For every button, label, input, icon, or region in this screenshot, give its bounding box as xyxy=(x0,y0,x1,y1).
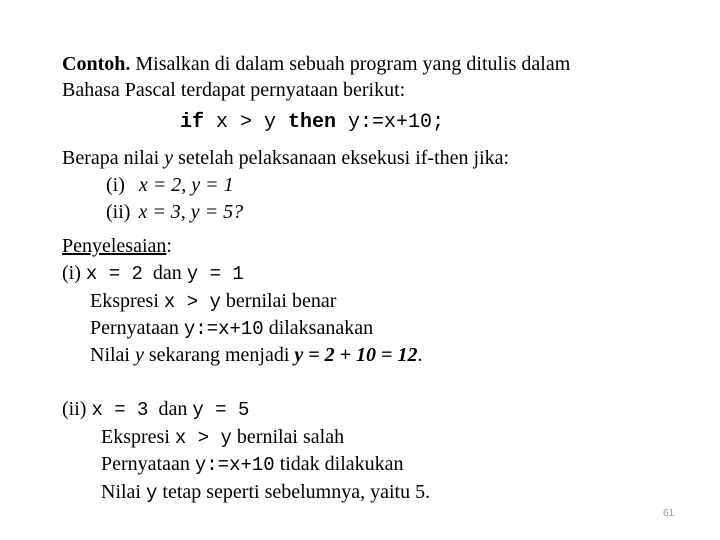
solution-case-2-y: y = 5 xyxy=(192,399,250,421)
value-prefix: Nilai xyxy=(90,344,135,366)
solution-case-1-header xyxy=(62,261,244,286)
keyword-then: then xyxy=(288,111,337,134)
solution-case-2-header xyxy=(62,397,249,422)
value-end: . xyxy=(417,344,423,366)
statement-result: dilaksanakan xyxy=(263,317,374,339)
expression-prefix: Ekspresi xyxy=(90,290,164,312)
solution-case-2-statement xyxy=(101,452,404,477)
solution-case-1-statement xyxy=(90,316,373,341)
solution-case-2-number: (ii) xyxy=(62,398,87,420)
question-pre: Berapa nilai xyxy=(62,147,165,169)
value-prefix: Nilai xyxy=(101,481,146,503)
case-1-values: x = 2, y = 1 xyxy=(138,174,234,196)
statement-prefix: Pernyataan xyxy=(90,317,184,339)
question-var-y: y xyxy=(164,147,174,169)
question-line xyxy=(62,146,509,170)
statement-code: y:=x+10 xyxy=(183,318,264,340)
case-2-values: x = 3, y = 5? xyxy=(138,201,244,223)
solution-case-2-x: x = 3 xyxy=(91,399,149,421)
code-statement xyxy=(180,111,444,135)
intro-line-1 xyxy=(62,52,570,76)
solution-case-1-dan: dan xyxy=(152,262,182,284)
solution-case-2-value xyxy=(101,480,430,505)
value-middle: sekarang menjadi xyxy=(143,344,295,366)
page-number: 61 xyxy=(663,508,675,519)
solution-case-2-expression xyxy=(101,425,344,450)
expression-result: bernilai benar xyxy=(220,290,337,312)
value-var-y: y xyxy=(135,344,144,366)
question-case-2 xyxy=(106,200,243,224)
value-result: tetap seperti sebelumnya, yaitu 5. xyxy=(157,481,431,503)
statement-code: y:=x+10 xyxy=(194,454,275,476)
solution-case-2-dan: dan xyxy=(158,398,188,420)
expression-code: x > y xyxy=(163,291,221,313)
solution-case-1-expression xyxy=(90,289,336,314)
statement-prefix: Pernyataan xyxy=(101,453,195,475)
solution-heading xyxy=(62,234,172,258)
expression-code: x > y xyxy=(174,427,232,449)
solution-case-1-number: (i) xyxy=(62,262,81,284)
solution-title: Penyelesaian xyxy=(62,235,167,257)
value-equation: y = 2 + 10 = 12 xyxy=(294,344,418,366)
question-case-1 xyxy=(106,173,234,197)
intro-text-1: Misalkan di dalam sebuah program yang ditulis dalam xyxy=(130,53,571,75)
case-1-number: (i) xyxy=(106,174,125,196)
statement-result: tidak dilakukan xyxy=(274,453,404,475)
value-code-y: y xyxy=(146,482,158,504)
keyword-if: if xyxy=(180,111,205,134)
expression-result: bernilai salah xyxy=(231,426,345,448)
question-post: setelah pelaksanaan eksekusi if-then jika: xyxy=(173,147,510,169)
solution-case-1-x: x = 2 xyxy=(85,263,143,285)
solution-case-1-y: y = 1 xyxy=(186,263,244,285)
expression-prefix: Ekspresi xyxy=(101,426,175,448)
case-2-number: (ii) xyxy=(106,201,131,223)
example-label: Contoh. xyxy=(62,53,131,75)
solution-case-1-value xyxy=(90,343,422,367)
intro-line-2: Bahasa Pascal terdapat pernyataan berikut: xyxy=(62,79,406,101)
solution-colon: : xyxy=(166,235,172,257)
code-condition: x > y xyxy=(204,111,289,134)
code-assignment: y:=x+10; xyxy=(336,111,445,134)
